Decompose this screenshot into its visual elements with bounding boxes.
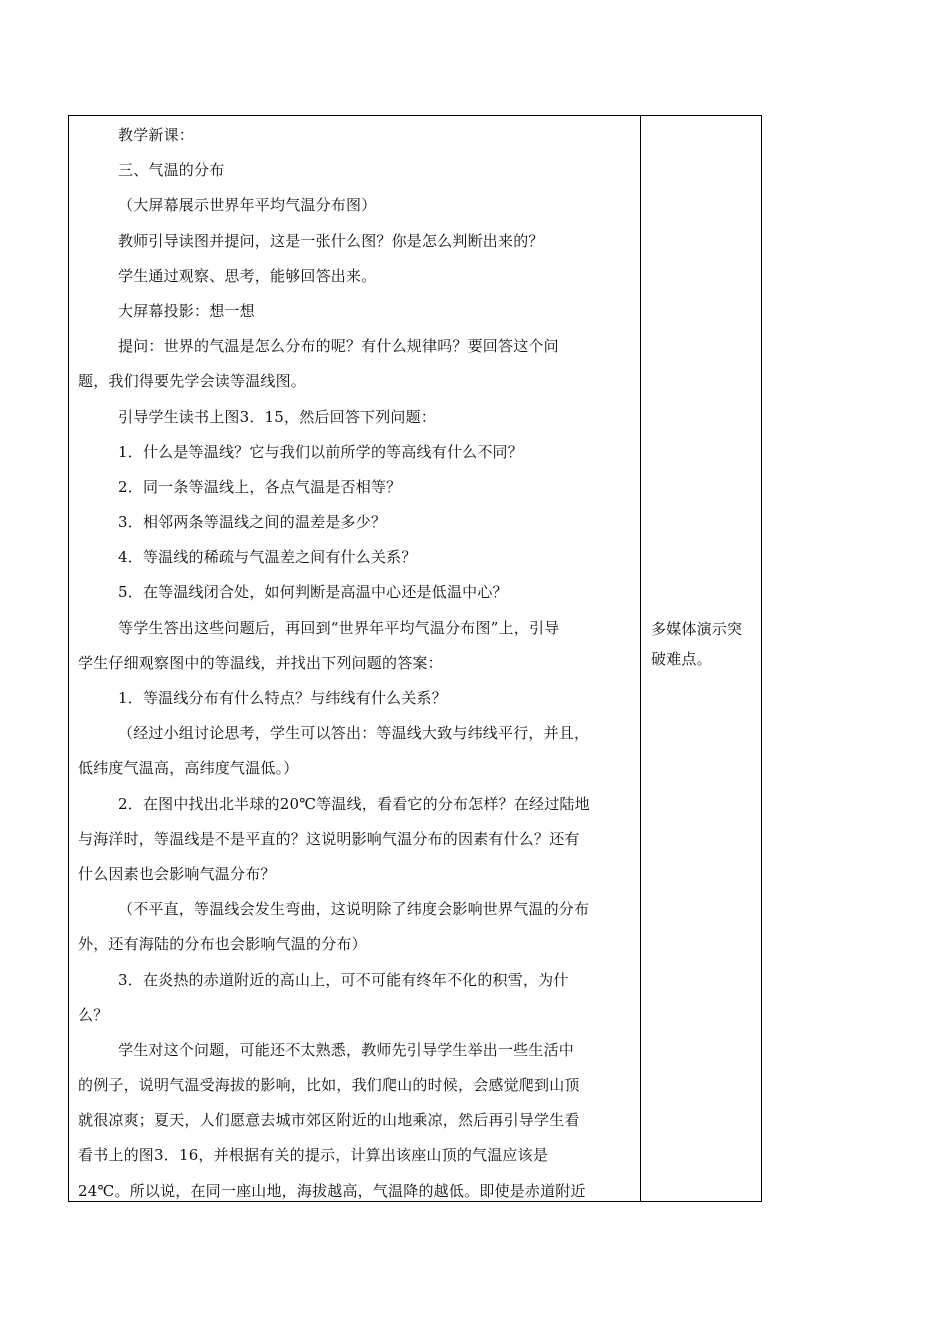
- paragraph-line: 1．什么是等温线？它与我们以前所学的等高线有什么不同？: [118, 442, 523, 461]
- paragraph-line: 学生仔细观察图中的等温线，并找出下列问题的答案：: [78, 653, 443, 672]
- paragraph-line: 教学新课：: [118, 126, 195, 144]
- paragraph-line: 1．等温线分布有什么特点？与纬线有什么关系？: [118, 689, 447, 707]
- paragraph-line: 等学生答出这些问题后，再回到“世界年平均气温分布图”上，引导: [118, 618, 560, 637]
- note-line: 多媒体演示突: [651, 620, 743, 638]
- paragraph-line: 引导学生读书上图3．15，然后回答下列问题：: [118, 407, 437, 426]
- paragraph-line: 题，我们得要先学会读等温线图。: [78, 372, 307, 391]
- note-line: 破难点。: [651, 650, 712, 668]
- paragraph-line: （大屏幕展示世界年平均气温分布图）: [118, 196, 377, 215]
- notes-column: [651, 614, 759, 674]
- paragraph-line: 学生对这个问题，可能还不太熟悉，教师先引导学生举出一些生活中: [118, 1040, 575, 1059]
- column-divider: [640, 115, 641, 1202]
- paragraph-line: 三、气温的分布: [118, 161, 225, 180]
- paragraph-line: 24℃。所以说，在同一座山地，海拔越高，气温降的越低。即使是赤道附近: [78, 1181, 586, 1200]
- paragraph-line: 低纬度气温高，高纬度气温低。）: [78, 759, 299, 778]
- paragraph-line: 2．在图中找出北半球的20℃等温线，看看它的分布怎样？在经过陆地: [118, 794, 590, 813]
- lesson-content-column: [78, 118, 634, 1209]
- paragraph-line: 大屏幕投影：想一想: [118, 301, 255, 320]
- paragraph-line: 3．在炎热的赤道附近的高山上，可不可能有终年不化的积雪，为什: [118, 970, 569, 989]
- paragraph-line: 5．在等温线闭合处，如何判断是高温中心还是低温中心？: [118, 583, 508, 602]
- paragraph-line: 教师引导读图并提问，这是一张什么图？你是怎么判断出来的？: [118, 231, 544, 250]
- paragraph-line: 学生通过观察、思考，能够回答出来。: [118, 266, 377, 285]
- paragraph-line: 3．相邻两条等温线之间的温差是多少？: [118, 513, 387, 532]
- paragraph-line: 就很凉爽；夏天，人们愿意去城市郊区附近的山地乘凉，然后再引导学生看: [78, 1111, 580, 1130]
- paragraph-line: 2．同一条等温线上，各点气温是否相等？: [118, 477, 402, 496]
- paragraph-line: （不平直，等温线会发生弯曲，这说明除了纬度会影响世界气温的分布: [118, 900, 590, 919]
- paragraph-line: 4．等温线的稀疏与气温差之间有什么关系？: [118, 548, 417, 567]
- paragraph-line: 么？: [78, 1005, 109, 1024]
- paragraph-line: 看书上的图3．16，并根据有关的提示，计算出该座山顶的气温应该是: [78, 1146, 549, 1165]
- paragraph-line: 什么因素也会影响气温分布？: [78, 864, 276, 883]
- paragraph-line: （经过小组讨论思考，学生可以答出：等温线大致与纬线平行，并且，: [118, 724, 590, 743]
- paragraph-line: 提问：世界的气温是怎么分布的呢？有什么规律吗？要回答这个问: [118, 337, 559, 356]
- paragraph-line: 外，还有海陆的分布也会影响气温的分布）: [78, 935, 367, 954]
- paragraph-line: 与海洋时，等温线是不是平直的？这说明影响气温分布的因素有什么？还有: [78, 829, 580, 848]
- paragraph-line: 的例子，说明气温受海拔的影响，比如，我们爬山的时候，会感觉爬到山顶: [78, 1076, 580, 1095]
